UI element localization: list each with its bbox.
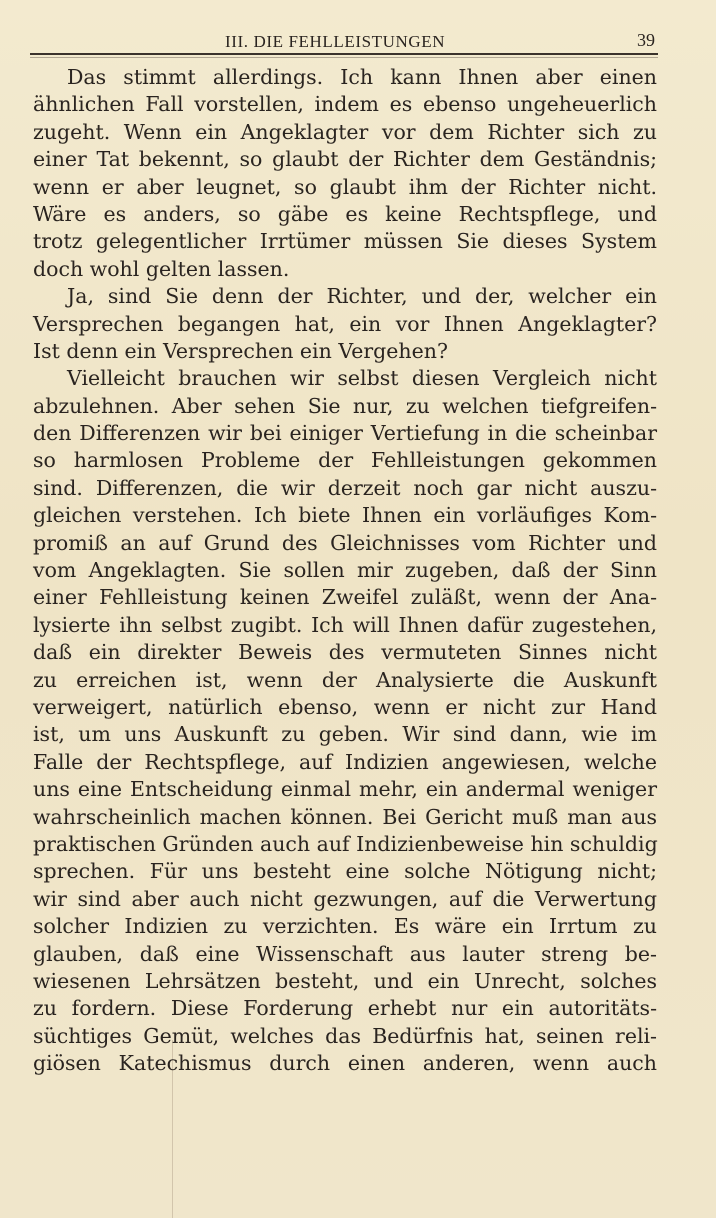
text-line: Wäre es anders, so gäbe es keine Rechtspflege, und bbox=[33, 201, 657, 226]
text-line: süchtiges Gemüt, welches das Bedürfnis hat, seinen reli- bbox=[33, 1023, 657, 1048]
text-line: gleichen verstehen. Ich biete Ihnen ein vorläufiges Kom- bbox=[33, 503, 657, 528]
body-text bbox=[33, 64, 657, 1077]
running-head: III. DIE FEHLLEISTUNGEN bbox=[225, 32, 446, 51]
text-line: sprechen. Für uns besteht eine solche Nötigung nicht; bbox=[33, 859, 657, 884]
text-line: solcher Indizien zu verzichten. Es wäre ein Irrtum zu bbox=[33, 914, 657, 939]
text-line: uns eine Entscheidung einmal mehr, ein andermal weniger bbox=[33, 777, 657, 802]
header-rule bbox=[30, 53, 658, 55]
text-line: vom Angeklagten. Sie sollen mir zugeben, daß der Sinn bbox=[33, 558, 657, 583]
text-line: Das stimmt allerdings. Ich kann Ihnen aber einen bbox=[67, 65, 657, 89]
page-header bbox=[0, 0, 716, 60]
text-line: Ist denn ein Versprechen ein Vergehen? bbox=[33, 338, 448, 363]
text-line: abzulehnen. Aber sehen Sie nur, zu welchen tiefgreifen- bbox=[33, 393, 657, 418]
text-line: Ja, sind Sie denn der Richter, und der, welcher ein bbox=[67, 284, 657, 309]
text-line: ähnlichen Fall vorstellen, indem es ebenso ungeheuerlich bbox=[33, 92, 657, 117]
text-line: Falle der Rechtspflege, auf Indizien angewiesen, welche bbox=[33, 749, 657, 774]
text-line: ist, um uns Auskunft zu geben. Wir sind dann, wie im bbox=[33, 722, 657, 747]
text-line: zu fordern. Diese Forderung erhebt nur ein autoritäts- bbox=[33, 996, 657, 1021]
text-line: promiß an auf Grund des Gleichnisses vom Richter und bbox=[33, 530, 657, 555]
header-rule-thin bbox=[30, 57, 658, 58]
text-line: trotz gelegentlicher Irrtümer müssen Sie dieses System bbox=[33, 229, 657, 254]
page-number: 39 bbox=[637, 30, 655, 50]
text-line: Vielleicht brauchen wir selbst diesen Vergleich nicht bbox=[67, 366, 657, 391]
text-line: zu erreichen ist, wenn der Analysierte die Auskunft bbox=[33, 667, 657, 692]
text-line: zugeht. Wenn ein Angeklagter vor dem Richter sich zu bbox=[33, 119, 657, 144]
text-line: wiesenen Lehrsätzen besteht, und ein Unrecht, solches bbox=[33, 968, 657, 993]
text-line: Versprechen begangen hat, ein vor Ihnen Angeklagter? bbox=[33, 311, 657, 336]
text-line: wenn er aber leugnet, so glaubt ihm der Richter nicht. bbox=[33, 174, 657, 199]
text-line: verweigert, natürlich ebenso, wenn er nicht zur Hand bbox=[33, 694, 657, 719]
text-line: doch wohl gelten lassen. bbox=[33, 256, 290, 281]
text-line: praktischen Gründen auch auf Indizienbeweise hin schuldig bbox=[33, 831, 658, 856]
text-line: sind. Differenzen, die wir derzeit noch gar nicht auszu- bbox=[33, 475, 657, 500]
text-line: daß ein direkter Beweis des vermuteten Sinnes nicht bbox=[33, 640, 657, 665]
text-line: einer Tat bekennt, so glaubt der Richter dem Geständnis; bbox=[33, 147, 657, 172]
text-line: so harmlosen Probleme der Fehlleistungen gekommen bbox=[33, 448, 657, 473]
text-line: den Differenzen wir bei einiger Vertiefung in die scheinbar bbox=[33, 421, 657, 446]
text-line: einer Fehlleistung keinen Zweifel zuläßt, wenn der Ana- bbox=[33, 585, 657, 610]
text-line: lysierte ihn selbst zugibt. Ich will Ihnen dafür zugestehen, bbox=[33, 612, 657, 637]
text-line: glauben, daß eine Wissenschaft aus lauter streng be- bbox=[33, 941, 657, 966]
text-line: giösen Katechismus durch einen anderen, wenn auch bbox=[33, 1051, 657, 1076]
text-line: wahrscheinlich machen können. Bei Gericht muß man aus bbox=[33, 804, 657, 829]
text-line: wir sind aber auch nicht gezwungen, auf die Verwertung bbox=[33, 886, 657, 911]
